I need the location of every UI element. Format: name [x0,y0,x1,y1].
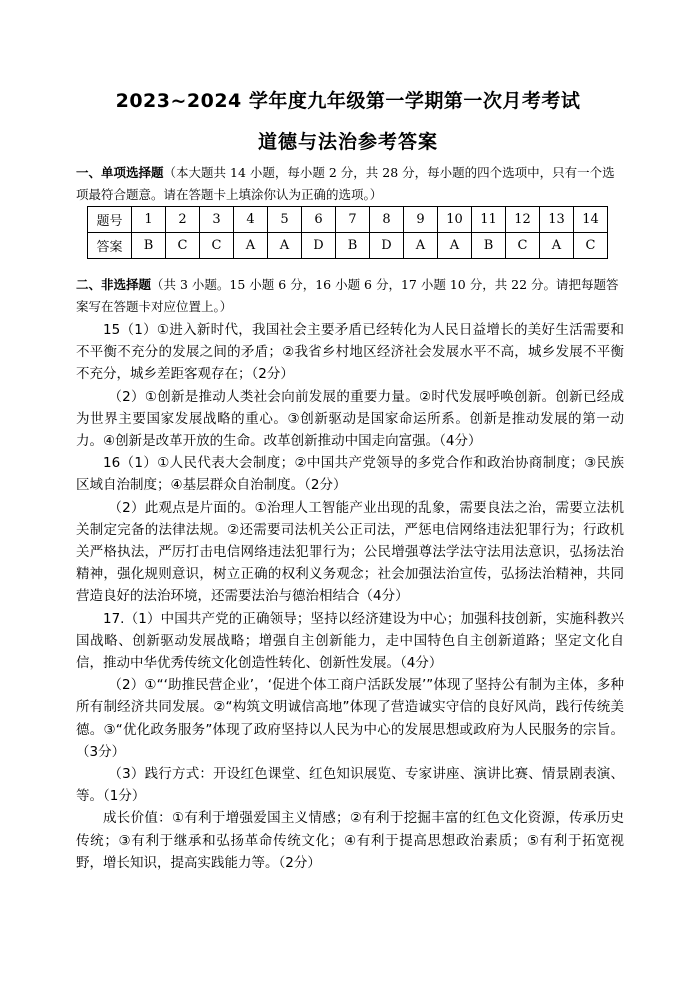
question-number-row [88,207,608,233]
question-number: 4 [234,207,268,233]
answer-cell: D [370,233,404,259]
answer-cell: D [302,233,336,259]
question-number: 13 [540,207,574,233]
answer-17-4: 成长价值：①有利于增强爱国主义情感；②有利于挖掘丰富的红色文化资源，传承历史传统；③有利于继承和弘扬革命传统文化；④有利于提高思想政治素质；⑤有利于拓宽视野，增长知识，提高实践能力等。（2分） [76,810,624,871]
row-label-answer: 答案 [88,233,132,259]
question-number: 1 [132,207,166,233]
answer-cell: C [200,233,234,259]
question-number: 3 [200,207,234,233]
answer-row [88,233,608,259]
section-2-header [76,274,624,318]
answer-cell: A [540,233,574,259]
answer-cell: B [132,233,166,259]
answer-15-1: 15（1）①进入新时代，我国社会主要矛盾已经转化为人民日益增长的美好生活需要和不平衡不充分的发展之间的矛盾；②我省乡村地区经济社会发展水平不高，城乡发展不平衡不充分，城乡差距客观存在；（2分） [76,322,624,383]
page-subtitle: 道德与法治参考答案 [257,131,438,153]
question-number: 2 [166,207,200,233]
answer-15-2: （2）①创新是推动人类社会向前发展的重要力量。②时代发展呼唤创新。创新已经成为世界主要国家发展战略的重心。③创新驱动是国家命运所系。创新是推动发展的第一动力。④创新是改革开放的生命。改革创新推动中国走向富强。（4分） [76,388,624,450]
section-1-heading: 一、单项选择题 [76,165,164,180]
answer-body [76,319,624,874]
answer-cell: C [506,233,540,259]
question-number: 5 [268,207,302,233]
answer-cell: B [336,233,370,259]
answer-cell: A [268,233,302,259]
question-number: 14 [574,207,608,233]
answer-16-1: 16（1）①人民代表大会制度；②中国共产党领导的多党合作和政治协商制度；③民族区域自治制度；④基层群众自治制度。（2分） [76,455,624,494]
answer-16-2: （2）此观点是片面的。①治理人工智能产业出现的乱象，需要良法之治，需要立法机关制定完备的法律法规。②还需要司法机关公正司法，严惩电信网络违法犯罪行为；行政机关严格执法，严厉打击电信网络违法犯罪行为；公民增强尊法学法守法用法意识，弘扬法治精神，强化规则意识，树立正确的权利义务观念；社会加强法治宣传，弘扬法治精神，共同营造良好的法治环境，还需要法治与德治相结合（4分） [76,499,624,605]
question-number: 12 [506,207,540,233]
question-number: 11 [472,207,506,233]
answer-cell: C [166,233,200,259]
question-number: 9 [404,207,438,233]
answer-cell: A [438,233,472,259]
question-number: 8 [370,207,404,233]
question-number: 10 [438,207,472,233]
answer-cell: C [574,233,608,259]
question-number: 6 [302,207,336,233]
row-label-number: 题号 [88,207,132,233]
answer-17-3: （3）践行方式：开设红色课堂、红色知识展览、专家讲座、演讲比赛、情景剧表演、等。（1分） [76,766,624,805]
answer-table [87,206,608,259]
answer-cell: B [472,233,506,259]
section-1-instructions: （本大题共 14 小题，每小题 2 分，共 28 分，每小题的四个选项中，只有一个选项最符合题意。请在答题卡上填涂你认为正确的选项。） [76,165,615,202]
page-title: 2023~2024 学年度九年级第一学期第一次月考考试 [115,90,581,112]
answer-cell: A [234,233,268,259]
answer-17-1: 17.（1）中国共产党的正确领导；坚持以经济建设为中心；加强科技创新，实施科教兴国战略、创新驱动发展战略；增强自主创新能力，走中国特色自主创新道路；坚定文化自信，推动中华优秀传统文化创造性转化、创新性发展。（4分） [76,610,624,672]
answer-17-2: （2）①“‘助推民营企业’，‘促进个体工商户活跃发展’”体现了坚持公有制为主体，多种所有制经济共同发展。②“构筑文明诚信高地”体现了营造诚实守信的良好风尚，践行传统美德。③“优化政务服务”体现了政府坚持以人民为中心的发展思想或政府为人民服务的宗旨。（3分） [76,677,624,760]
section-2-instructions: （共 3 小题。15 小题 6 分，16 小题 6 分，17 小题 10 分，共 22 分。请把每题答案写在答题卡对应位置上。） [76,277,619,314]
question-number: 7 [336,207,370,233]
section-2-heading: 二、非选择题 [76,277,152,292]
answer-cell: A [404,233,438,259]
section-1-header [76,162,624,206]
